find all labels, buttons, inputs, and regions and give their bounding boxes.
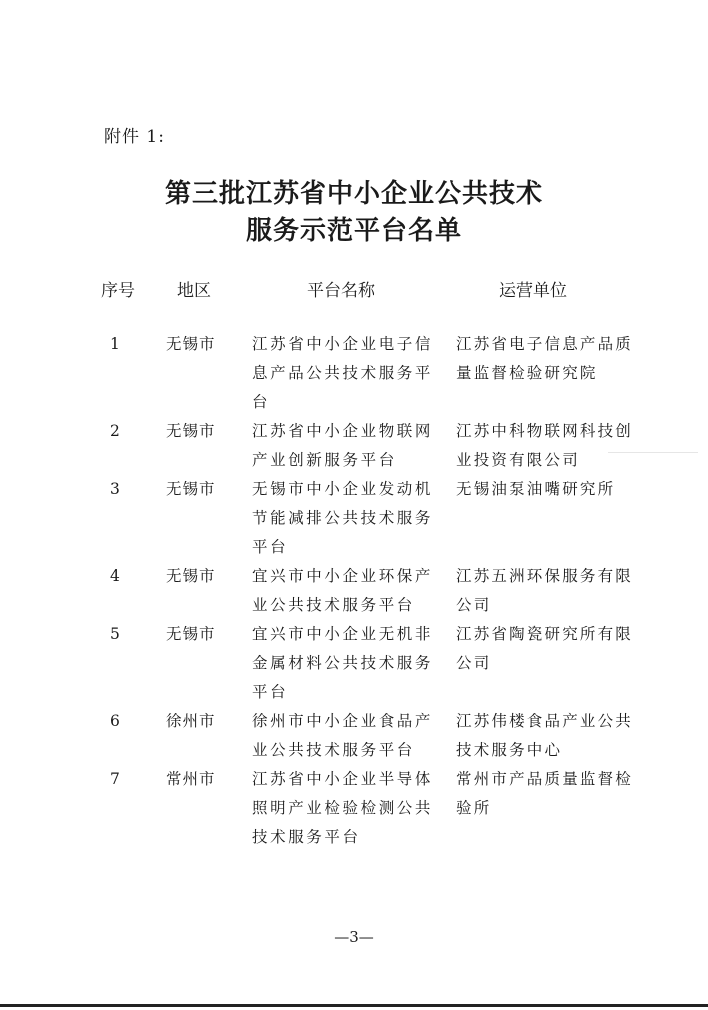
row-seq: 1 (110, 335, 120, 353)
row-platform: 无锡市中小企业发动机节能减排公共技术服务平台 (252, 480, 434, 556)
row-operator: 江苏省陶瓷研究所有限公司 (456, 625, 634, 672)
row-area: 徐州市 (166, 712, 216, 730)
column-header-area: 地区 (177, 281, 211, 301)
scan-artifact-line (608, 452, 698, 453)
row-platform: 宜兴市中小企业环保产业公共技术服务平台 (252, 567, 434, 614)
row-operator: 江苏伟楼食品产业公共技术服务中心 (456, 712, 634, 759)
platform-list-table (96, 330, 646, 852)
row-seq: 4 (110, 567, 120, 585)
row-area: 常州市 (166, 770, 216, 788)
table-row (96, 562, 646, 620)
row-area: 无锡市 (166, 480, 216, 498)
attachment-label: 附件 1: (104, 127, 165, 147)
row-platform: 江苏省中小企业电子信息产品公共技术服务平台 (252, 335, 434, 411)
table-row (96, 330, 646, 417)
row-seq: 7 (110, 770, 120, 788)
row-operator: 江苏省电子信息产品质量监督检验研究院 (456, 335, 634, 382)
page-bottom-edge (0, 1004, 708, 1007)
table-row (96, 417, 646, 475)
table-row (96, 765, 646, 852)
row-seq: 5 (110, 625, 120, 643)
row-operator: 江苏五洲环保服务有限公司 (456, 567, 634, 614)
row-platform: 江苏省中小企业物联网产业创新服务平台 (252, 422, 434, 469)
row-seq: 6 (110, 712, 120, 730)
row-platform: 宜兴市中小企业无机非金属材料公共技术服务平台 (252, 625, 434, 701)
page-number: —3— (334, 928, 374, 946)
row-seq: 2 (110, 422, 120, 440)
row-platform: 徐州市中小企业食品产业公共技术服务平台 (252, 712, 434, 759)
document-title-line-1: 第三批江苏省中小企业公共技术 (164, 179, 543, 209)
table-row (96, 707, 646, 765)
table-row (96, 620, 646, 707)
column-header-seq: 序号 (101, 281, 135, 301)
table-row (96, 475, 646, 562)
row-operator: 无锡油泵油嘴研究所 (456, 480, 616, 498)
row-area: 无锡市 (166, 625, 216, 643)
row-platform: 江苏省中小企业半导体照明产业检验检测公共技术服务平台 (252, 770, 434, 846)
row-operator: 江苏中科物联网科技创业投资有限公司 (456, 422, 634, 469)
row-area: 无锡市 (166, 422, 216, 440)
column-header-operator: 运营单位 (499, 281, 567, 301)
row-area: 无锡市 (166, 567, 216, 585)
row-seq: 3 (110, 480, 120, 498)
column-header-platform: 平台名称 (307, 281, 375, 301)
row-operator: 常州市产品质量监督检验所 (456, 770, 634, 817)
document-title-line-2: 服务示范平台名单 (245, 216, 462, 246)
row-area: 无锡市 (166, 335, 216, 353)
